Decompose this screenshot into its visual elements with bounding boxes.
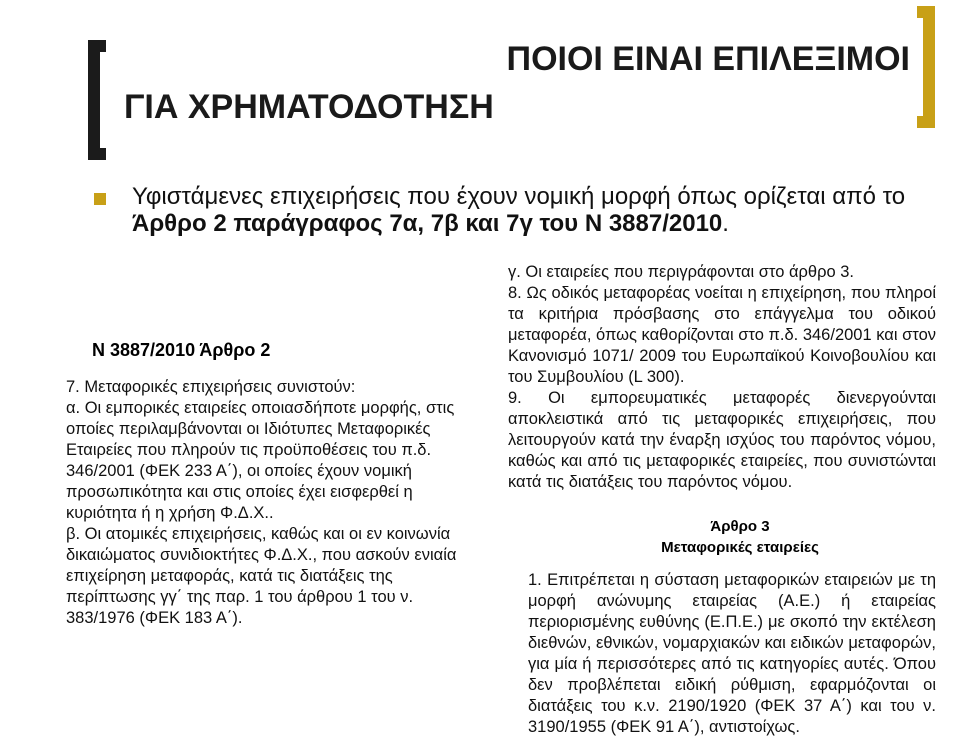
bullet-text-plain: Υφιστάμενες επιχειρήσεις που έχουν νομική μορφή όπως ορίζεται από το	[132, 183, 906, 210]
left-bracket-decoration	[88, 40, 106, 160]
article3-heading-block	[600, 516, 880, 558]
right-bracket-decoration	[917, 6, 935, 128]
excerpt-paragraph: 7. Μεταφορικές επιχειρήσεις συνιστούν:	[66, 378, 356, 396]
bullet-text-end: .	[722, 210, 729, 237]
excerpt-paragraph: α. Οι εμπορικές εταιρείες οποιασδήποτε μορφής, στις οποίες περιλαμβάνονται οι Ιδιότυπες Μεταφορικές Εταιρείες που πληρούν τις προϋποθέσεις του π.δ. 346/2001 (ΦΕΚ 233 Α΄), οι οποίες έχουν νομική προσωπικότητα και στις οποίες έχει εισφερθεί η κυριότητα ή η χρήση Φ.Δ.Χ..	[66, 399, 455, 522]
bullet-text	[132, 183, 912, 237]
excerpt-paragraph: γ. Οι εταιρείες που περιγράφονται στο άρθρο 3.	[508, 263, 854, 281]
article3-paragraph: 1. Επιτρέπεται η σύσταση μεταφορικών εταιρειών με τη μορφή ανώνυμης εταιρείας (Α.Ε.) ή εταιρείας περιορισμένης ευθύνης (Ε.Π.Ε.) με σκοπό την εκτέλεση διεθνών, εθνικών, νομαρχιακών και ειδικών μεταφορών, για μία ή περισσότερες από τις κατηγορίες αυτές. Όπου δεν προβλέπεται ειδική ρύθμιση, εφαρμόζονται οι διατάξεις του κ.ν. 2190/1920 (ΦΕΚ 37 Α΄) και του ν. 3190/1955 (ΦΕΚ 91 Α΄), αντιστοίχως.	[528, 571, 936, 736]
bullet-marker	[94, 193, 106, 205]
article3-heading: Άρθρο 3	[710, 518, 770, 535]
law-excerpt-left	[66, 377, 478, 629]
excerpt-paragraph: β. Οι ατομικές επιχειρήσεις, καθώς και οι εν κοινωνία δικαιώματος συνιδιοκτήτες Φ.Δ.Χ., που ασκούν ενιαία επιχείρηση μεταφοράς, κατά τις διατάξεις της περίπτωσης γγ΄ της παρ. 1 του άρθρου 1 του ν. 383/1976 (ΦΕΚ 183 Α΄).	[66, 525, 457, 627]
excerpt-paragraph: 8. Ως οδικός μεταφορέας νοείται η επιχείρηση, που πληροί τα κριτήρια πρόσβασης στο επάγγελμα του οδικού μεταφορέα, όπως καθορίζονται στο π.δ. 346/2001 και στον Κανονισμό 1071/ 2009 του Ευρωπαϊκού Κοινοβουλίου και του Συμβουλίου (L 300).	[508, 284, 936, 386]
excerpt-paragraph: 9. Οι εμπορευματικές μεταφορές διενεργούνται αποκλειστικά από τις μεταφορικές επιχειρήσεις, που λειτουργούν κατά την έναρξη ισχύος του παρόντος νόμου, καθώς και από τις μεταφορικές εταιρείες, που συνιστώνται κατά τις διατάξεις του παρόντος νόμου.	[508, 389, 936, 491]
slide-title-line2: ΓΙΑ ΧΡΗΜΑΤΟΔΟΤΗΣΗ	[124, 88, 494, 126]
article3-subheading: Μεταφορικές εταιρείες	[661, 539, 819, 556]
bullet-text-bold: Άρθρο 2 παράγραφος 7α, 7β και 7γ του Ν 3887/2010	[132, 210, 723, 237]
law-excerpt-right	[508, 262, 936, 493]
slide-title-line1: ΠΟΙΟΙ ΕΙΝΑΙ ΕΠΙΛΕΞΙΜΟΙ	[506, 40, 910, 78]
article3-excerpt	[528, 570, 936, 738]
law-reference-label: Ν 3887/2010 Άρθρο 2	[92, 340, 271, 360]
